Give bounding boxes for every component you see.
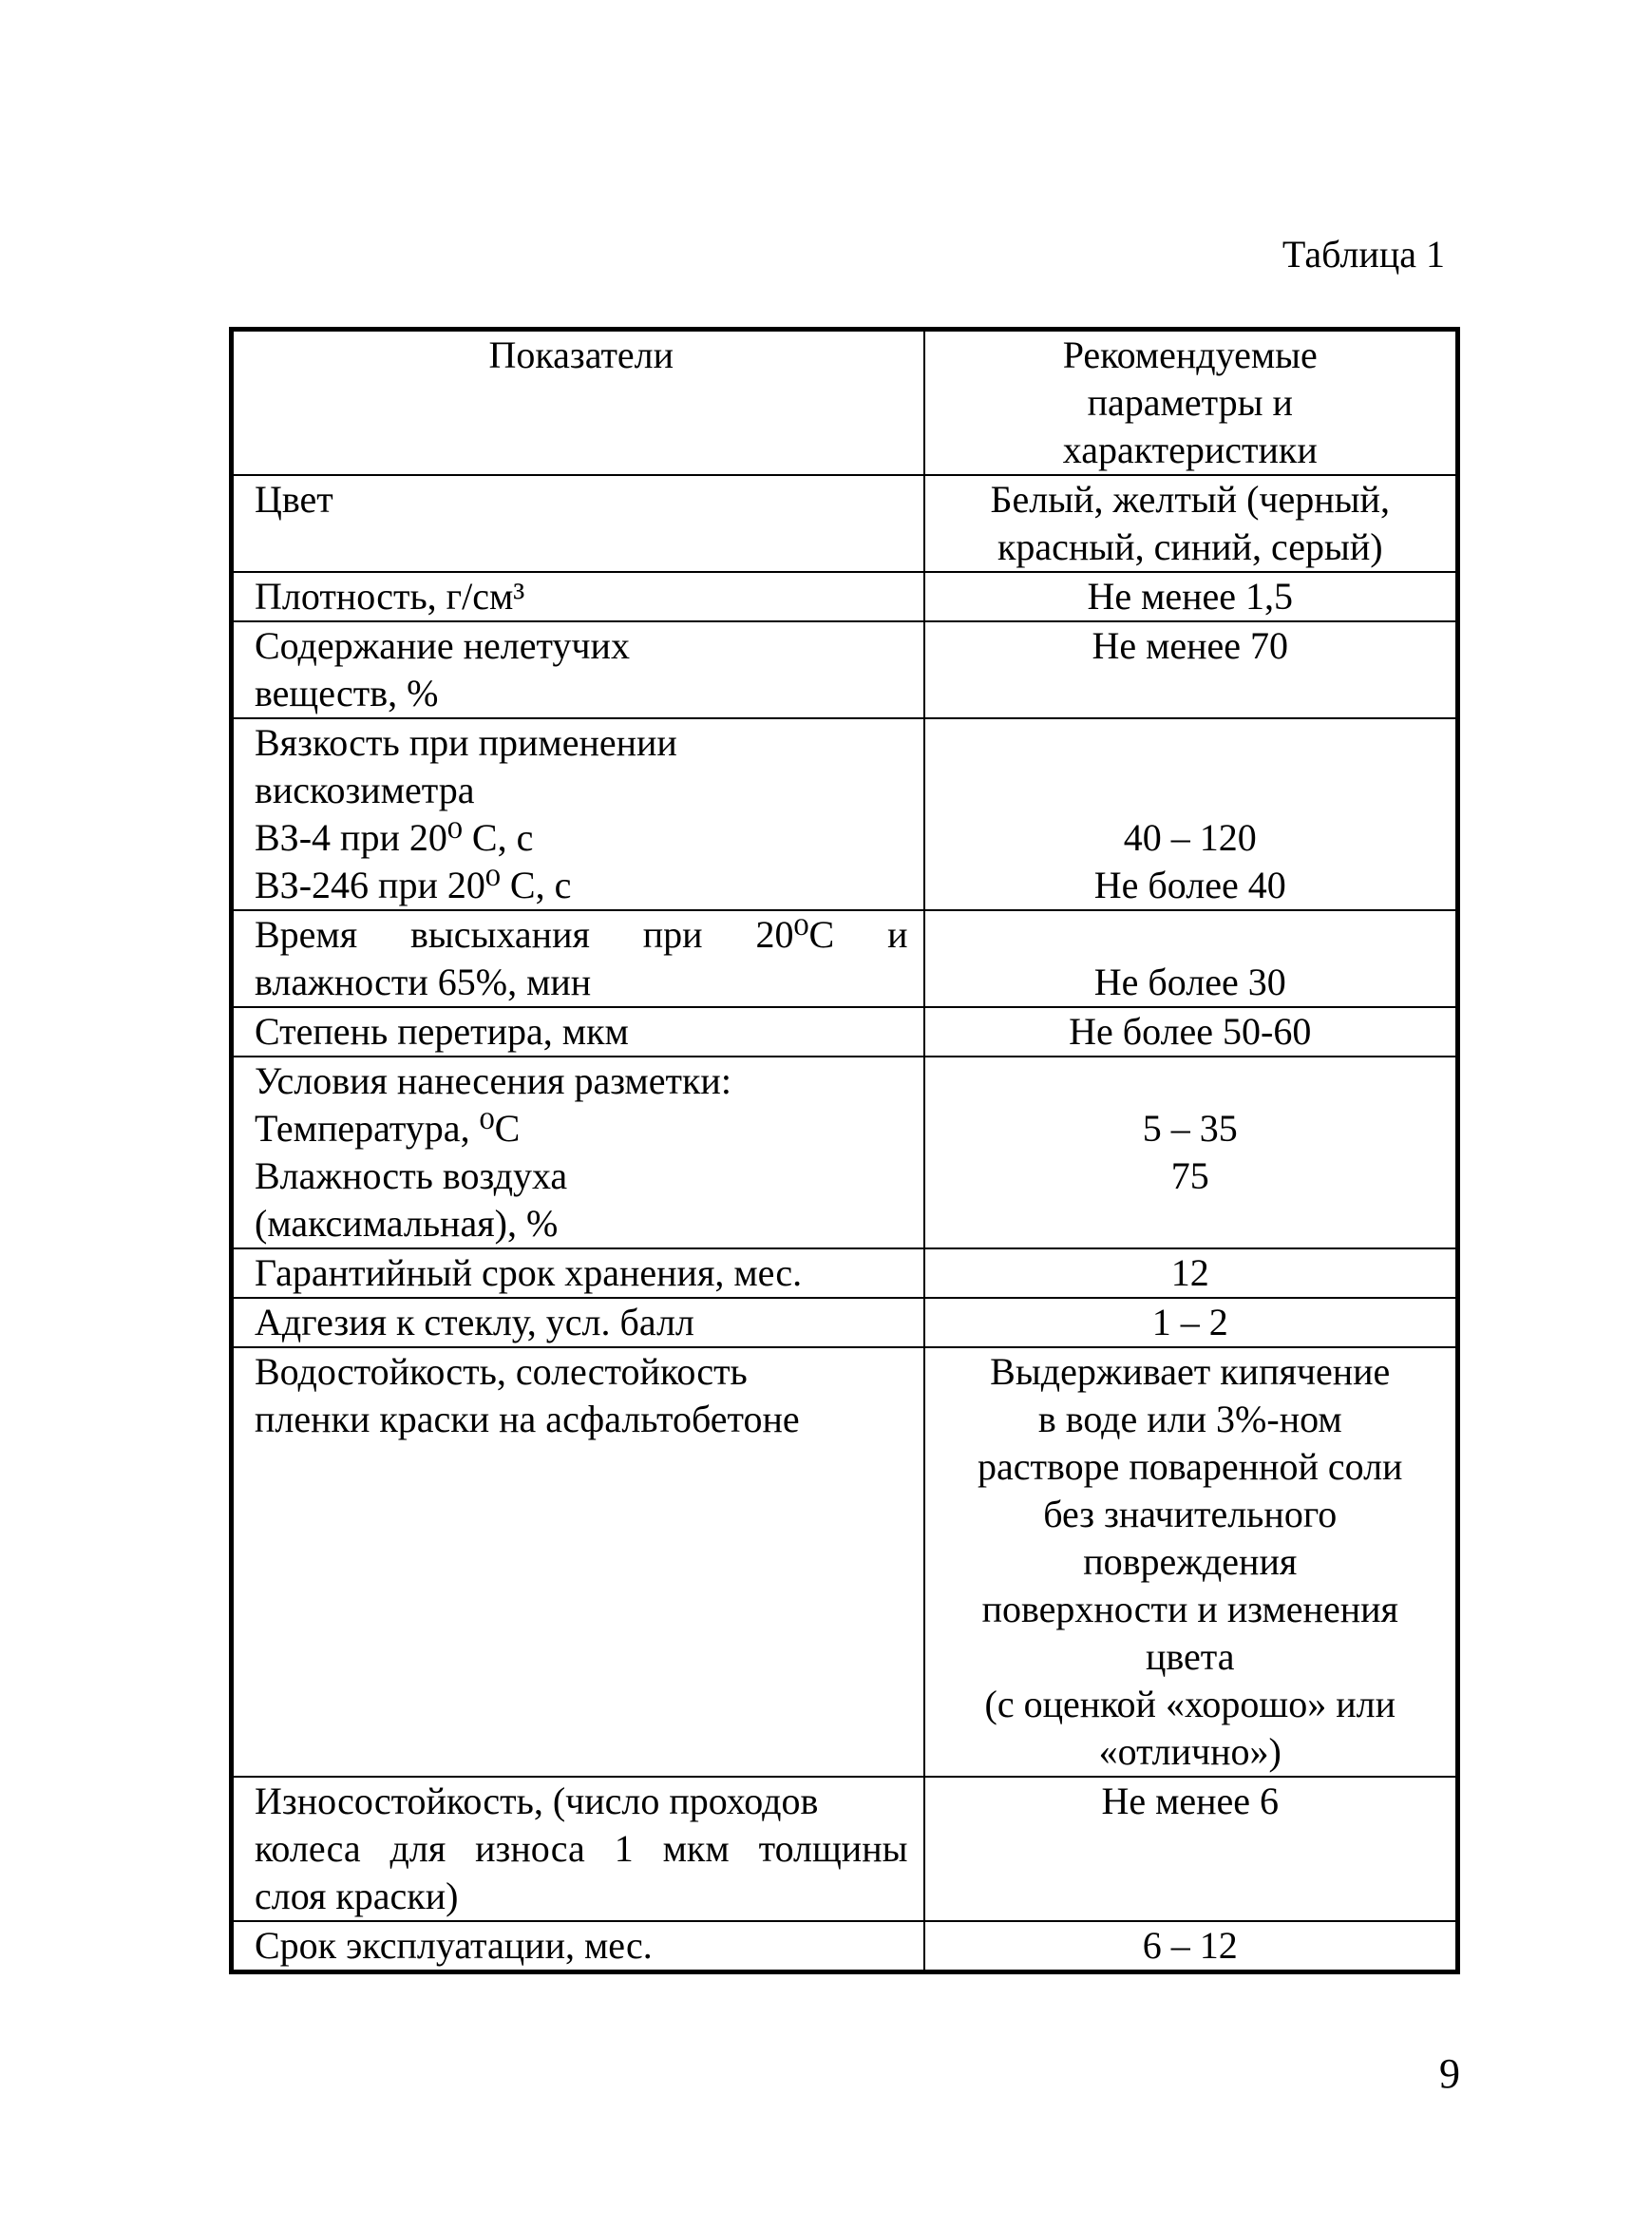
indicator-cell — [232, 621, 924, 718]
indicator-line: Цвет — [255, 478, 333, 521]
indicator-line: слоя краски) — [255, 1875, 459, 1917]
header-indicators-line: Показатели — [488, 333, 674, 376]
value-cell — [924, 1777, 1458, 1921]
value-line: «отлично») — [1098, 1730, 1282, 1773]
value-line: Не более 40 — [1093, 864, 1286, 906]
value-line — [935, 911, 1447, 959]
value-cell — [924, 475, 1458, 572]
value-cell — [924, 1347, 1458, 1777]
value-line: Не менее 1,5 — [1087, 575, 1294, 618]
table-row — [232, 1777, 1458, 1921]
value-line: 75 — [1170, 1154, 1209, 1197]
value-cell — [924, 1007, 1458, 1057]
indicator-line: Вязкость при применении — [255, 721, 677, 764]
header-indicators — [232, 330, 924, 476]
table-row — [232, 718, 1458, 910]
indicator-cell — [232, 718, 924, 910]
value-cell — [924, 910, 1458, 1007]
value-line: 12 — [1170, 1251, 1209, 1294]
value-line: в воде или 3%-ном — [1037, 1398, 1342, 1440]
indicator-line: Влажность воздуха — [255, 1154, 568, 1197]
header-values — [924, 330, 1458, 476]
indicator-line: Гарантийный срок хранения, мес. — [255, 1251, 803, 1294]
value-line: цвета — [1145, 1635, 1235, 1678]
indicator-line: Срок эксплуатации, мес. — [255, 1924, 653, 1967]
value-line: 1 – 2 — [1151, 1301, 1228, 1343]
indicator-line: колеса для износа 1 мкм толщины — [255, 1827, 908, 1870]
indicator-line: веществ, % — [255, 672, 439, 714]
table-caption: Таблица 1 — [1282, 233, 1445, 276]
value-cell — [924, 621, 1458, 718]
header-values-line: параметры и — [1087, 381, 1293, 424]
value-line — [935, 719, 1447, 767]
table-row — [232, 621, 1458, 718]
indicator-line: ВЗ-4 при 20⁰ С, с — [255, 816, 534, 859]
value-line: без значительного — [1043, 1493, 1338, 1535]
indicator-cell — [232, 475, 924, 572]
value-cell — [924, 1298, 1458, 1347]
value-line: растворе поваренной соли — [978, 1445, 1403, 1488]
header-values-line: Рекомендуемые — [1062, 333, 1318, 376]
indicator-line: Плотность, г/см³ — [255, 575, 525, 618]
value-line: красный, синий, серый) — [997, 525, 1383, 568]
table-header-row — [232, 330, 1458, 476]
indicator-line: Водостойкость, солестойкость — [255, 1350, 748, 1393]
indicator-line: (максимальная), % — [255, 1202, 559, 1245]
table-row — [232, 910, 1458, 1007]
indicator-line: Степень перетира, мкм — [255, 1010, 629, 1053]
indicator-cell — [232, 1298, 924, 1347]
indicator-line: вискозиметра — [255, 769, 475, 811]
value-line: Не более 30 — [1093, 961, 1286, 1003]
indicator-cell — [232, 1057, 924, 1248]
header-values-line: характеристики — [1062, 428, 1318, 471]
value-cell — [924, 1248, 1458, 1298]
indicator-cell — [232, 1777, 924, 1921]
value-line: (с оценкой «хорошо» или — [984, 1683, 1396, 1725]
indicator-line: Адгезия к стеклу, усл. балл — [255, 1301, 694, 1343]
value-line: Не более 50-60 — [1069, 1010, 1312, 1053]
table-row — [232, 1248, 1458, 1298]
value-line: Не менее 70 — [1092, 624, 1289, 667]
value-cell — [924, 572, 1458, 621]
indicator-line: Износостойкость, (число проходов — [255, 1780, 819, 1822]
indicator-cell — [232, 1248, 924, 1298]
table-row — [232, 572, 1458, 621]
table-row — [232, 1298, 1458, 1347]
table-row — [232, 1921, 1458, 1972]
table-row — [232, 1007, 1458, 1057]
value-cell — [924, 1057, 1458, 1248]
table-row — [232, 475, 1458, 572]
value-line: поверхности и изменения — [981, 1588, 1398, 1630]
indicator-cell — [232, 1347, 924, 1777]
value-line: повреждения — [1083, 1540, 1298, 1583]
value-line: 6 – 12 — [1142, 1924, 1238, 1967]
value-line: Белый, желтый (черный, — [990, 478, 1390, 521]
indicator-cell — [232, 1007, 924, 1057]
table-row — [232, 1347, 1458, 1777]
indicator-line: влажности 65%, мин — [255, 961, 592, 1003]
page-number: 9 — [1439, 2050, 1460, 2097]
value-line: Выдерживает кипячение — [990, 1350, 1391, 1393]
indicator-cell — [232, 910, 924, 1007]
value-line: 40 – 120 — [1123, 816, 1257, 859]
indicator-cell — [232, 572, 924, 621]
table-row — [232, 1057, 1458, 1248]
indicator-line: Условия нанесения разметки: — [255, 1059, 731, 1102]
value-cell — [924, 1921, 1458, 1972]
properties-table — [229, 327, 1460, 1974]
value-line — [935, 1200, 1447, 1247]
value-line: 5 – 35 — [1142, 1107, 1238, 1150]
indicator-line: Температура, ⁰С — [255, 1107, 521, 1150]
indicator-line: Время высыхания при 20⁰С и — [255, 913, 908, 956]
indicator-line: ВЗ-246 при 20⁰ С, с — [255, 864, 572, 906]
indicator-line: пленки краски на асфальтобетоне — [255, 1398, 800, 1440]
value-line — [935, 1057, 1447, 1105]
indicator-cell — [232, 1921, 924, 1972]
indicator-line: Содержание нелетучих — [255, 624, 630, 667]
value-cell — [924, 718, 1458, 910]
value-line — [935, 767, 1447, 814]
value-line: Не менее 6 — [1101, 1780, 1280, 1822]
